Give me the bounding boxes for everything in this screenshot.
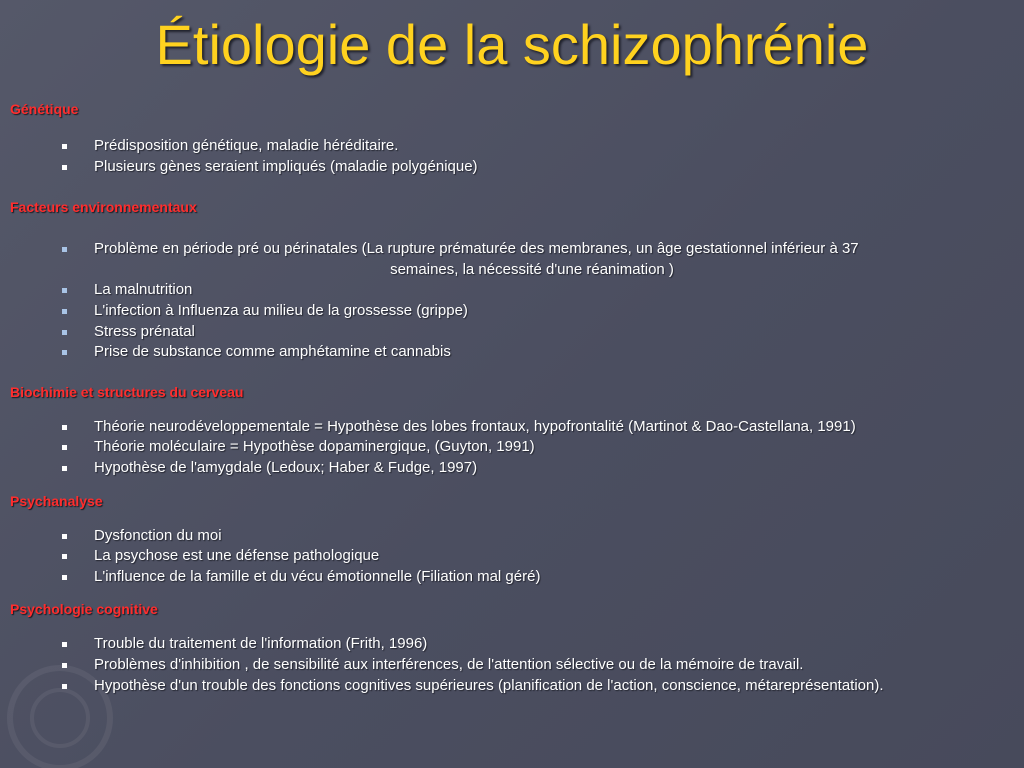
list-item bbox=[10, 676, 1010, 697]
list-item-text: Dysfonction du moi bbox=[94, 526, 222, 544]
list-item bbox=[10, 322, 1010, 343]
list-item-text: Trouble du traitement de l'information (Frith, 1996) bbox=[94, 635, 428, 653]
square-bullet-icon bbox=[62, 642, 67, 647]
square-bullet-icon bbox=[62, 165, 67, 170]
list-item bbox=[10, 301, 1010, 322]
list-item-text: Théorie neurodéveloppementale = Hypothèse des lobes frontaux, hypofrontalité (Martinot & Dao-Castellana, 1991) bbox=[94, 417, 856, 435]
list-item-text: L'infection à Influenza au milieu de la grossesse (grippe) bbox=[94, 301, 468, 319]
square-bullet-icon bbox=[62, 144, 67, 149]
list-item-text: La psychose est une défense pathologique bbox=[94, 547, 380, 565]
square-bullet-icon bbox=[62, 350, 67, 355]
list-item bbox=[10, 157, 1010, 178]
bullet-list bbox=[10, 526, 1010, 588]
square-bullet-icon bbox=[62, 684, 67, 689]
list-item bbox=[10, 634, 1010, 655]
square-bullet-icon bbox=[62, 575, 67, 580]
square-bullet-icon bbox=[62, 425, 67, 430]
list-item bbox=[10, 417, 1010, 438]
section-heading: Psychanalyse bbox=[10, 492, 103, 509]
list-item bbox=[10, 437, 1010, 458]
list-item bbox=[10, 136, 1010, 157]
square-bullet-icon bbox=[62, 663, 67, 668]
section-psychanalyse bbox=[10, 492, 1010, 588]
list-item-text: L'influence de la famille et du vécu émotionnelle (Filiation mal géré) bbox=[94, 567, 541, 585]
list-item bbox=[10, 342, 1010, 363]
square-bullet-icon bbox=[62, 466, 67, 471]
list-item-text: Stress prénatal bbox=[94, 322, 195, 340]
list-item bbox=[10, 567, 1010, 588]
square-bullet-icon bbox=[62, 445, 67, 450]
square-bullet-icon bbox=[62, 534, 67, 539]
list-item bbox=[10, 546, 1010, 567]
section-heading: Génétique bbox=[10, 101, 79, 117]
list-item bbox=[10, 526, 1010, 547]
list-item-text: Prise de substance comme amphétamine et cannabis bbox=[94, 343, 451, 361]
list-item-text: Problèmes d'inhibition , de sensibilité aux interférences, de l'attention sélective ou de la mémoire de travail. bbox=[94, 655, 804, 673]
slide-content bbox=[10, 100, 1010, 696]
square-bullet-icon bbox=[62, 330, 67, 335]
bullet-list bbox=[10, 417, 1010, 479]
list-item bbox=[10, 458, 1010, 479]
section-heading: Biochimie et structures du cerveau bbox=[10, 383, 244, 400]
list-item-text-line1: Problème en période pré ou périnatales (La rupture prématurée des membranes, un âge gestationnel inférieur à 37 bbox=[94, 240, 859, 258]
list-item-text: Hypothèse d'un trouble des fonctions cognitives supérieures (planification de l'action, conscience, métareprésentation). bbox=[94, 676, 884, 694]
square-bullet-icon bbox=[62, 554, 67, 559]
section-heading: Psychologie cognitive bbox=[10, 601, 158, 618]
section-heading: Facteurs environnementaux bbox=[10, 199, 197, 216]
section-psychologie-cognitive bbox=[10, 600, 1010, 696]
list-item-text: Hypothèse de l'amygdale (Ledoux; Haber & Fudge, 1997) bbox=[94, 458, 478, 476]
list-item-text: Prédisposition génétique, maladie héréditaire. bbox=[94, 137, 399, 154]
list-item-text-line2: semaines, la nécessité d'une réanimation ) bbox=[390, 260, 674, 278]
square-bullet-icon bbox=[62, 247, 67, 252]
section-genetique bbox=[10, 100, 1010, 177]
section-facteurs-environnementaux bbox=[10, 198, 1010, 363]
list-item-text: Théorie moléculaire = Hypothèse dopaminergique, (Guyton, 1991) bbox=[94, 438, 535, 456]
list-item bbox=[10, 239, 1010, 280]
list-item bbox=[10, 655, 1010, 676]
bullet-list bbox=[10, 136, 1010, 177]
section-biochimie bbox=[10, 383, 1010, 479]
square-bullet-icon bbox=[62, 288, 67, 293]
list-item bbox=[10, 280, 1010, 301]
list-item-text: Plusieurs gènes seraient impliqués (maladie polygénique) bbox=[94, 157, 478, 175]
bullet-list bbox=[10, 239, 1010, 363]
list-item-text: La malnutrition bbox=[94, 281, 193, 299]
bullet-list bbox=[10, 634, 1010, 696]
square-bullet-icon bbox=[62, 309, 67, 314]
slide-title: Étiologie de la schizophrénie bbox=[155, 13, 869, 76]
